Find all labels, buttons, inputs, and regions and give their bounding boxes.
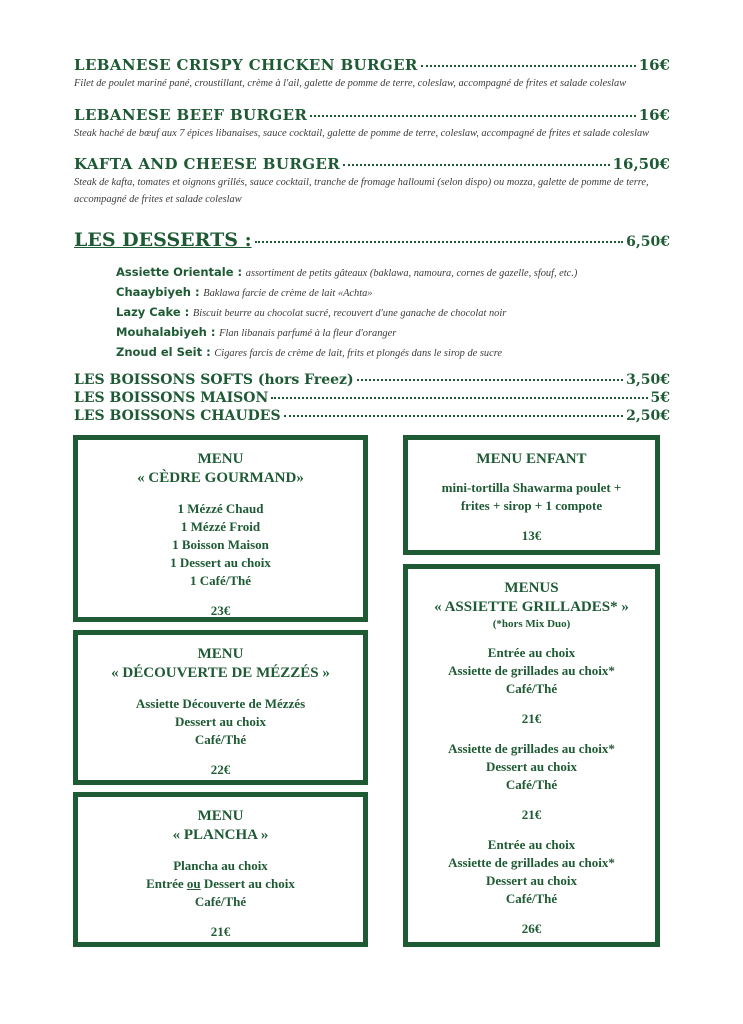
dessert-list [116,263,676,363]
dessert-item [116,323,676,343]
dessert-name: Mouhalabiyeh : [116,325,216,339]
menu-title: MENU [197,451,244,467]
menu-line: Café/Thé [505,891,558,906]
desserts-title: LES DESSERTS : [74,229,252,251]
drink-row [74,390,670,406]
leader-dots [284,414,624,417]
menu-line-part: Dessert au choix [200,876,295,891]
menu-subtitle: « ASSIETTE GRILLADES* » [434,599,629,615]
item-price: 16€ [638,56,670,74]
drink-name: LES BOISSONS SOFTS (hors Freez) [74,372,354,388]
menu-line: frites + sirop + 1 compote [460,498,603,513]
menu-plancha-box [73,792,368,947]
menu-title: MENUS [504,580,559,596]
dessert-description: Flan libanais parfumé à la fleur d'oranger [219,328,397,339]
burger-row [74,155,670,173]
menu-subtitle: « PLANCHA » [172,827,269,843]
drink-price: 2,50€ [626,408,670,424]
drink-name: LES BOISSONS MAISON [74,390,269,406]
menu-title: MENU [197,646,244,662]
leader-dots [271,396,647,399]
item-name: KAFTA AND CHEESE BURGER [74,155,341,173]
burger-row [74,56,670,74]
dessert-name: Lazy Cake : [116,305,190,319]
desserts-price: 6,50€ [626,234,670,250]
menu-line: Assiette de grillades au choix* [448,663,615,678]
dessert-item [116,283,676,303]
dessert-name: Znoud el Seit : [116,345,211,359]
menu-line-or: ou [186,876,201,891]
leader-dots [343,163,609,166]
menu-grillades-box [403,564,660,947]
item-description: Steak de kafta, tomates et oignons grillés, sauce cocktail, tranche de fromage halloumi (selon dispo) ou mozza, galette de pomme de terre, [74,177,649,188]
menu-line: Assiette de grillades au choix* [448,741,615,756]
drink-price: 5€ [650,390,670,406]
item-price: 16€ [638,106,670,124]
dessert-item [116,303,676,323]
menu-price: 13€ [521,528,542,543]
menu-subtitle: « CÈDRE GOURMAND» [137,470,304,486]
menu-price: 22€ [210,762,231,777]
menu-line: Dessert au choix [486,873,577,888]
item-name: LEBANESE BEEF BURGER [74,106,308,124]
dessert-description: Baklawa farcie de crème de lait «Achta» [203,288,373,299]
item-price: 16,50€ [612,155,670,173]
menu-note: (*hors Mix Duo) [492,618,571,630]
leader-dots [357,378,624,381]
item-description: accompagné de frites et salade coleslaw [74,194,242,205]
menu-line: Café/Thé [194,732,247,747]
menu-line: 1 Dessert au choix [170,555,271,570]
dessert-item [116,263,676,283]
item-description: Steak haché de bœuf aux 7 épices libanaises, sauce cocktail, galette de pomme de terre, coleslaw, accompagné de frites et salade coleslaw [74,128,650,139]
dessert-description: assortiment de petits gâteaux (baklawa, namoura, cornes de gazelle, sfouf, etc.) [245,268,578,279]
menu-title: MENU [197,808,244,824]
leader-dots [255,240,624,243]
menu-line: 1 Mézzé Froid [180,519,261,534]
dessert-name: Assiette Orientale : [116,265,243,279]
dessert-name: Chaaybiyeh : [116,285,200,299]
leader-dots [421,64,636,67]
menu-line: Café/Thé [505,681,558,696]
menu-line: Assiette Découverte de Mézzés [135,696,306,711]
menu-line: 1 Café/Thé [189,573,252,588]
menu-price: 21€ [521,807,542,822]
item-description: Filet de poulet mariné pané, croustillant, crème à l'ail, galette de pomme de terre, coleslaw, accompagné de frites et salade coleslaw [74,78,627,89]
leader-dots [310,114,635,117]
drink-name: LES BOISSONS CHAUDES [74,408,281,424]
menu-price: 26€ [521,921,542,936]
menu-line: Café/Thé [194,894,247,909]
menu-line: Entrée au choix [487,645,576,660]
menu-decouverte-box [73,630,368,785]
dessert-item [116,343,676,363]
menu-line-part: Entrée [146,876,187,891]
menu-line [78,875,363,893]
menu-line: Café/Thé [505,777,558,792]
menu-line: Assiette de grillades au choix* [448,855,615,870]
menu-line: mini-tortilla Shawarma poulet + [441,480,622,495]
menu-cedre-gourmand-box [73,435,368,622]
dessert-description: Cigares farcis de crème de lait, frits et plongés dans le sirop de sucre [214,348,503,359]
drink-price: 3,50€ [626,372,670,388]
menu-line: Dessert au choix [486,759,577,774]
menu-price: 21€ [210,924,231,939]
menu-enfant-box [403,435,660,555]
menu-line: Dessert au choix [175,714,266,729]
menu-subtitle: « DÉCOUVERTE DE MÉZZÉS » [111,665,330,681]
menu-title: MENU ENFANT [476,451,587,467]
drink-row [74,372,670,388]
drink-row [74,408,670,424]
menu-price: 21€ [521,711,542,726]
menu-line: Entrée au choix [487,837,576,852]
item-name: LEBANESE CRISPY CHICKEN BURGER [74,56,418,74]
desserts-heading-row [74,229,670,251]
menu-line: 1 Boisson Maison [172,537,269,552]
burger-row [74,106,670,124]
menu-line: 1 Mézzé Chaud [177,501,264,516]
menu-line: Plancha au choix [173,858,268,873]
menu-price: 23€ [210,603,231,618]
dessert-description: Biscuit beurre au chocolat sucré, recouvert d'une ganache de chocolat noir [192,308,507,319]
